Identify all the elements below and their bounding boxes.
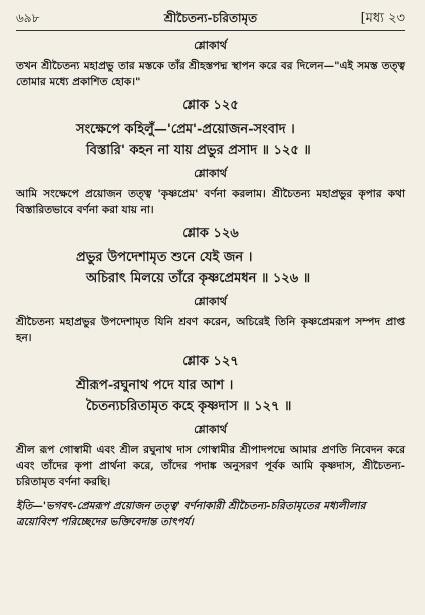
section-marker: [মধ্য ২৩ [360,11,405,26]
page-header [16,8,405,31]
verse-line-1: সংক্ষেপে কহিলুঁ—'প্রেম'-প্রয়োজন-সংবাদ । [76,122,295,137]
meaning-text: শ্রীল রূপ গোস্বামী এবং শ্রীল রঘুনাথ দাস গোস্বামীর শ্রীপাদপদ্মে আমার প্রণতি নিবেদন করে এবং তাঁদের কৃপা প্রার্থনা করে, তাঁদের পদাঙ্ক অনুসরণ পূর্বক আমি কৃষ্ণদাস, শ্রীচৈতন্য-চরিতামৃত বর্ণনা করছি। [16,444,405,488]
verse-label: শ্লোক ১২৬ [182,226,239,241]
verse-125 [16,96,405,218]
meaning-text: আমি সংক্ষেপে প্রয়োজন তত্ত্ব 'কৃষ্ণপ্রেম' বর্ণনা করলাম। শ্রীচৈতন্য মহাপ্রভুর কৃপার কথা বিস্তারিতভাবে বর্ণনা করা যায় না। [16,188,405,216]
verse-127 [16,352,405,490]
verse-text [16,247,405,289]
verse-line-2: বিস্তারি' কহন না যায় প্রভুর প্রসাদ ॥ ১২৫ ॥ [86,143,311,158]
verse-label: শ্লোক ১২৫ [182,98,239,113]
running-title: শ্রীচৈতন্য-চরিতামৃত [163,11,258,25]
verse-line-2: অচিরাৎ মিলয়ে তাঁরে কৃষ্ণপ্রেমধন ॥ ১২৬ ॥ [86,271,311,286]
chapter-closing-note: ইতি—'ভগবৎ-প্রেমরূপ প্রয়োজন তত্ত্ব' বর্ণনাকারী শ্রীচৈতন্য-চরিতামৃতের মধ্যলীলার ত্রয়োবিংশ পরিচ্ছেদের ভক্তিবেদান্ত তাৎপর্য। [16,500,366,528]
verse-line-1: প্রভুর উপদেশামৃত শুনে যেই জন । [76,250,253,265]
meaning-label: শ্লোকার্থ [194,167,227,180]
verse-label: শ্লোক ১২৭ [182,354,239,369]
verse-line-1: শ্রীরূপ-রঘুনাথ পদে যার আশ । [76,378,234,393]
verse-text [16,119,405,161]
page-number: ৬৯৮ [16,11,40,25]
meaning-text: শ্রীচৈতন্য মহাপ্রভুর উপদেশামৃত যিনি শ্রবণ করেন, অচিরেই তিনি কৃষ্ণপ্রেমরূপ সম্পদ প্রাপ্ত হন। [16,316,405,344]
meaning-label: শ্লোকার্থ [194,295,227,308]
verse-line-2: চৈতন্যচরিতামৃত কহে কৃষ্ণদাস ॥ ১২৭ ॥ [86,399,292,414]
verse-text [16,375,405,417]
intro-meaning-label: শ্লোকার্থ [194,39,227,52]
intro-meaning-text: তখন শ্রীচৈতন্য মহাপ্রভু তার মস্তকে তাঁর শ্রীহস্তপদ্ম স্থাপন করে বর দিলেন—"এই সমস্ত তত্ত্ব তোমার মধ্যে প্রকাশিত হোক।" [16,60,405,88]
verse-126 [16,224,405,346]
meaning-label: শ্লোকার্থ [194,423,227,436]
